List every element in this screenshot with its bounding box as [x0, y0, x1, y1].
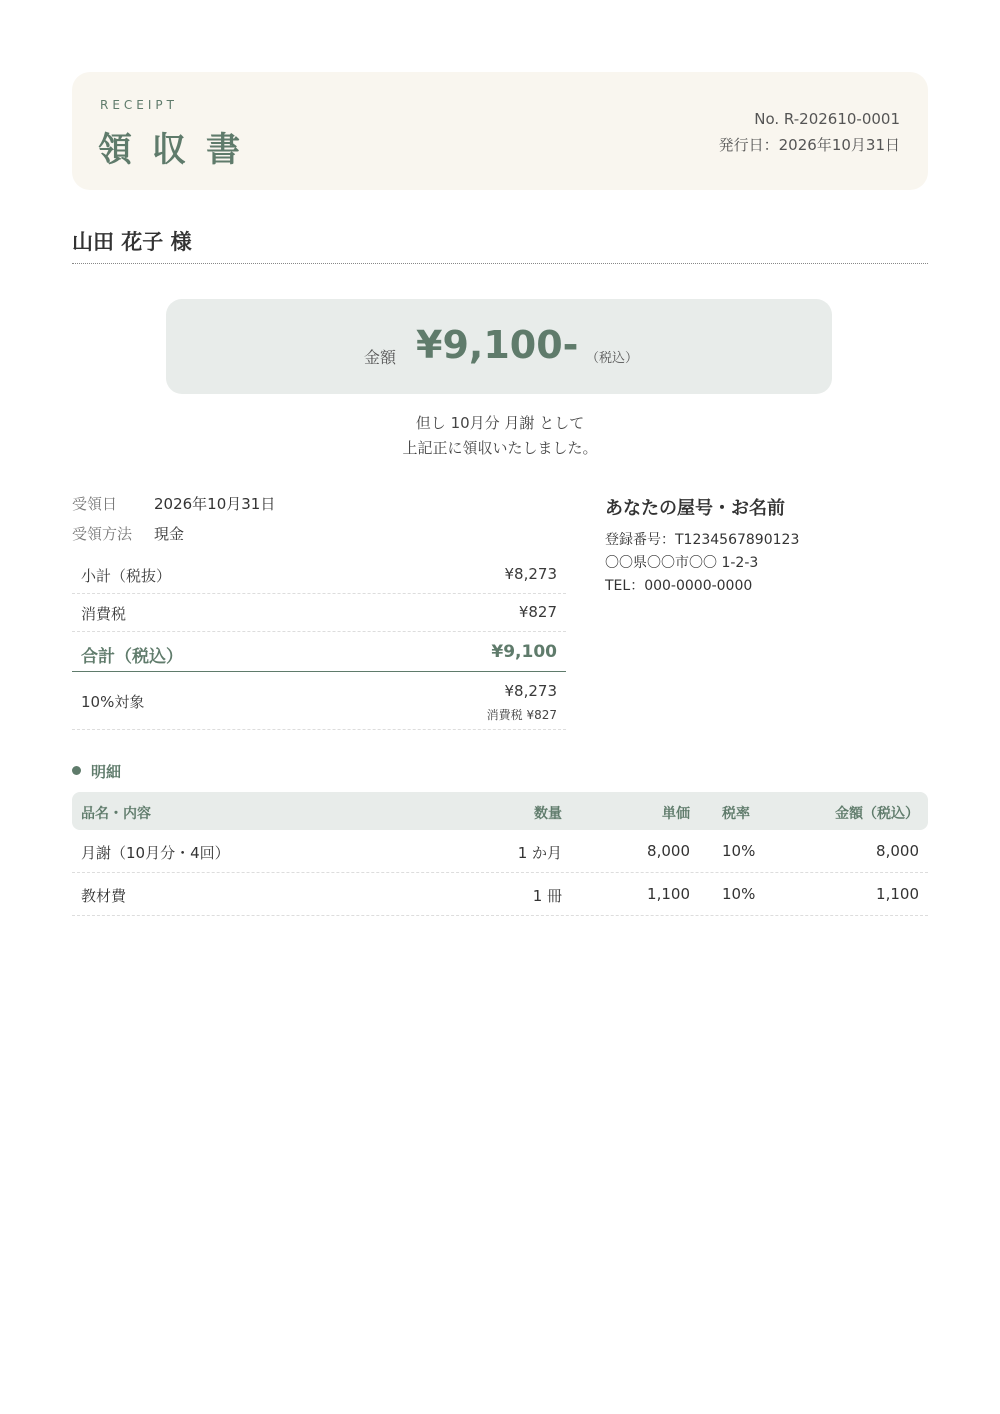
received-date-label: 受領日: [72, 495, 118, 513]
item-rate: 10%: [722, 885, 756, 903]
issuer-tel: TEL：000-0000-0000: [605, 578, 753, 594]
details-header-row: [72, 792, 928, 830]
table-row: [72, 873, 928, 916]
subtotal-label: 小計（税抜）: [81, 567, 172, 585]
col-amount-header: 金額（税込）: [835, 806, 919, 822]
note-line-1: 但し 10月分 月謝 として: [415, 414, 585, 432]
subtotal-row: [72, 556, 566, 594]
issuer-registration: 登録番号：T1234567890123: [605, 532, 800, 548]
recipient-divider: [72, 263, 928, 264]
item-amount: 8,000: [876, 842, 919, 860]
col-name-header: 品名・内容: [81, 806, 151, 822]
item-name: 教材費: [81, 887, 127, 905]
item-amount: 1,100: [876, 885, 919, 903]
recipient-name: 山田 花子 様: [72, 230, 192, 254]
col-rate-header: 税率: [722, 806, 750, 822]
tax-row: [72, 594, 566, 632]
note-line-2: 上記正に領収いたしました。: [402, 439, 598, 457]
details-title: 明細: [91, 763, 122, 781]
amount-box: [166, 299, 832, 394]
total-row: [72, 632, 566, 672]
col-price-header: 単価: [662, 806, 690, 822]
summary-table: [72, 556, 566, 730]
payment-method: 現金: [154, 525, 185, 543]
details-table: [72, 792, 928, 916]
amount-label: 金額: [364, 348, 397, 367]
item-name: 月謝（10月分・4回）: [81, 844, 230, 862]
receipt-header: [72, 72, 928, 190]
tax-label: 消費税: [81, 605, 127, 623]
item-qty: 1 冊: [532, 887, 562, 905]
col-qty-header: 数量: [534, 806, 562, 822]
item-price: 8,000: [647, 842, 690, 860]
issuer-name: あなたの屋号・お名前: [605, 498, 785, 519]
total-label: 合計（税込）: [81, 647, 183, 667]
issuer-address: 〇〇県〇〇市〇〇 1-2-3: [605, 555, 759, 571]
receipt-english-label: RECEIPT: [100, 98, 178, 112]
item-price: 1,100: [647, 885, 690, 903]
tax-rate-label: 10%対象: [81, 693, 145, 711]
amount-tax-note: （税込）: [586, 351, 639, 366]
tax-rate-tax: 消費税 ¥827: [486, 708, 557, 722]
tax-value: ¥827: [518, 603, 557, 621]
total-value: ¥9,100: [491, 642, 557, 662]
received-date: 2026年10月31日: [154, 495, 276, 513]
subtotal-value: ¥8,273: [504, 565, 557, 583]
issue-date: 発行日：2026年10月31日: [718, 136, 900, 154]
item-qty: 1 か月: [517, 844, 562, 862]
amount-value: ¥9,100-: [416, 323, 579, 367]
method-label: 受領方法: [72, 525, 133, 543]
item-rate: 10%: [722, 842, 756, 860]
tax-rate-row: [72, 672, 566, 730]
tax-rate-amount: ¥8,273: [504, 682, 557, 700]
document-number: No. R-202610-0001: [754, 110, 900, 128]
section-bullet-icon: [72, 766, 81, 775]
table-row: [72, 830, 928, 873]
receipt-title: 領収書: [98, 130, 260, 170]
